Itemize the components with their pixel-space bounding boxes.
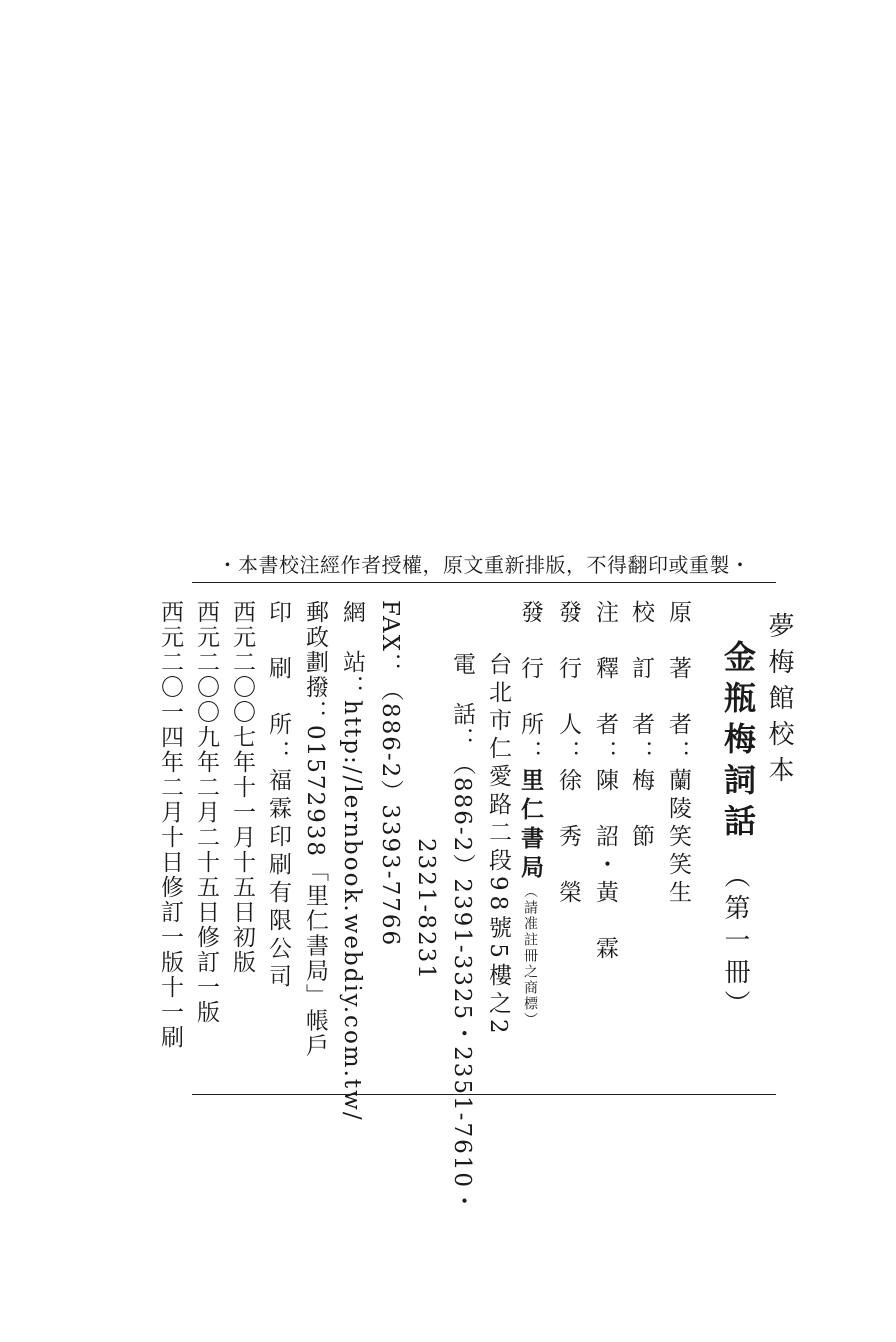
address-line: 台北市仁愛路二段98號5樓之2 [485,652,511,1039]
postal-line [303,600,326,1058]
postal-value: 01572938「里仁書局」帳戶 [302,725,328,1059]
author-line [666,600,689,908]
series-name: 夢梅館校本 [764,612,794,792]
author-value: 蘭陵笑笑生 [665,768,691,908]
fax-value: （886-2）3393-7766 [377,677,403,948]
postal-label: 郵政劃撥： [302,600,328,725]
book-title: 金瓶梅詞話 [719,640,757,845]
edition-line-3: 西元二〇一四年二月十日修訂一版十一刷 [157,600,183,1050]
editor-value: 梅 節 [628,768,654,852]
edition-line-2: 西元二〇〇九年二月二十五日修訂一版 [193,600,219,1025]
top-rule [192,582,776,583]
publisher-person-label: 發 行 人： [555,600,581,768]
phone-label: 電 話： [449,652,475,752]
author-label: 原 著 者： [665,600,691,768]
fax-label: FAX： [377,600,403,678]
copyright-notice: ・本書校注經作者授權，原文重新排版，不得翻印或重製・ [217,553,751,577]
website-line [340,600,363,1122]
publisher-person-value: 徐 秀 榮 [555,768,581,908]
printer-value: 福霖印刷有限公司 [265,768,291,992]
publisher-person-line [556,600,579,908]
website-value: http://lernbook.webdiy.com.tw/ [339,700,365,1122]
volume-label: （第一冊） [720,862,750,1022]
publisher-label: 發 行 所： [517,600,543,768]
publisher-value: 里仁書局 [517,768,544,884]
editor-label: 校 訂 者： [628,600,654,768]
printer-label: 印 刷 所： [265,600,291,768]
phone-extra: 2321-8231 [413,838,439,981]
annotator-value: 陳 詔・黃 霖 [592,768,618,964]
phone-value: （886-2）2391-3325・2351-7610・ [449,752,475,1214]
annotator-label: 注 釋 者： [592,600,618,768]
editor-line [629,600,652,852]
phone-line [450,652,473,1214]
edition-line-1: 西元二〇〇七年十一月十五日初版 [229,600,255,975]
annotator-line [593,600,616,964]
publisher-line [518,600,542,1028]
fax-line [378,600,401,947]
bottom-rule [192,1094,776,1095]
printer-line [266,600,289,992]
website-label: 網 站： [339,600,365,700]
publisher-note: （請准註冊之商標） [522,884,538,1028]
